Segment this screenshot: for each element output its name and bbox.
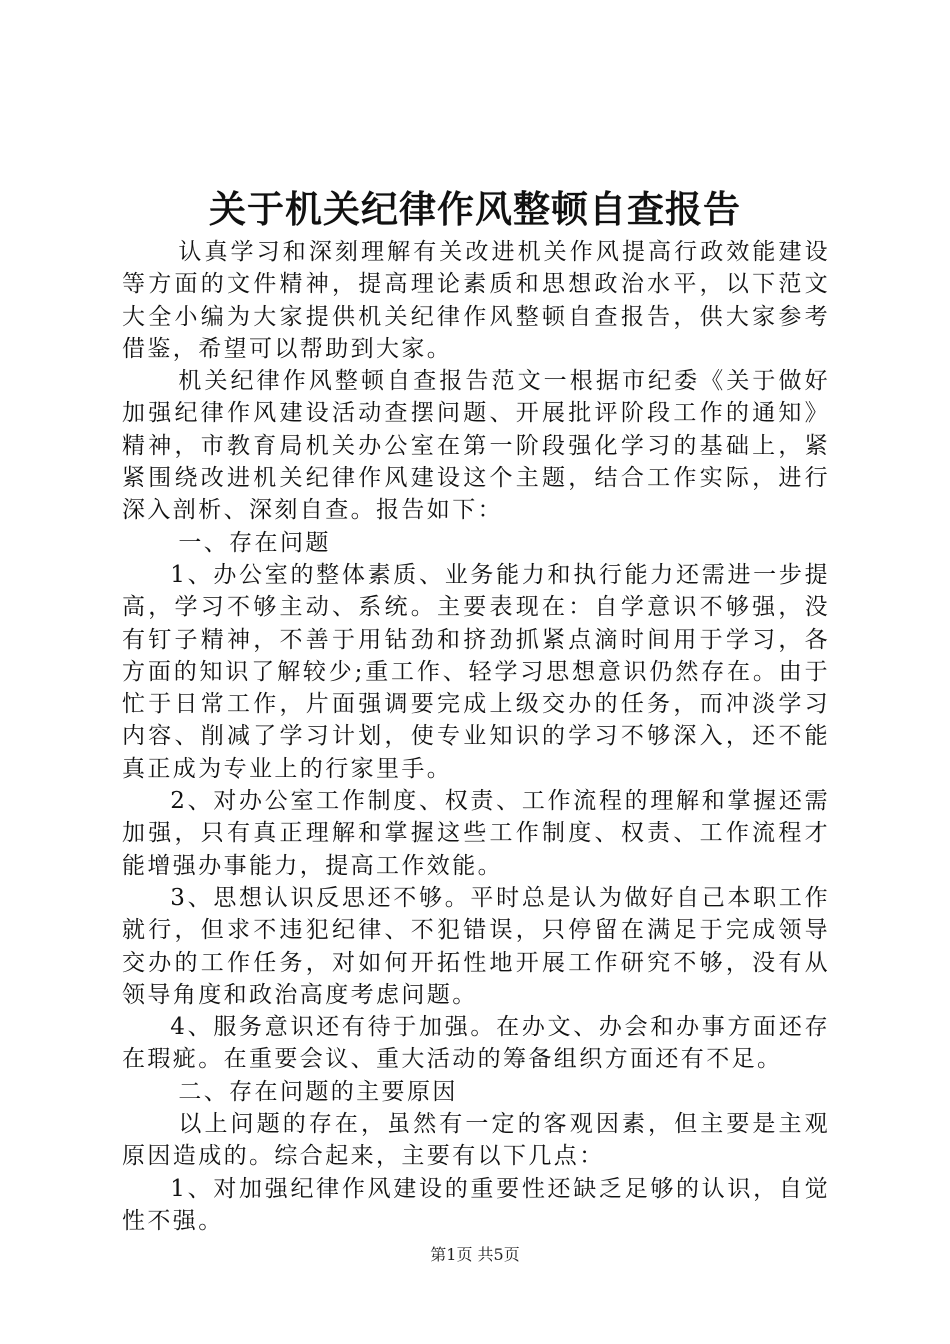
paragraph-problem-3: 3、思想认识反思还不够。平时总是认为做好自己本职工作就行，但求不违犯纪律、不犯错误，只停留在满足于完成领导交办的工作任务，对如何开拓性地开展工作研究不够，没有从领导角度和政治高度考虑问题。 xyxy=(122,884,830,1008)
document-body xyxy=(122,236,830,1237)
paragraph-basis: 机关纪律作风整顿自查报告范文一根据市纪委《关于做好加强纪律作风建设活动查摆问题、开展批评阶段工作的通知》精神，市教育局机关办公室在第一阶段强化学习的基础上，紧紧围绕改进机关纪律作风建设这个主题，结合工作实际，进行深入剖析、深刻自查。报告如下： xyxy=(122,368,830,524)
paragraph-intro: 认真学习和深刻理解有关改进机关作风提高行政效能建设等方面的文件精神，提高理论素质和思想政治水平，以下范文大全小编为大家提供机关纪律作风整顿自查报告，供大家参考借鉴，希望可以帮助到大家。 xyxy=(122,239,830,362)
document-title: 关于机关纪律作风整顿自查报告 xyxy=(209,187,741,231)
section-heading-problems: 一、存在问题 xyxy=(178,529,331,556)
paragraph-cause-1: 1、对加强纪律作风建设的重要性还缺乏足够的认识，自觉性不强。 xyxy=(122,1175,830,1234)
paragraph-problem-4: 4、服务意识还有待于加强。在办文、办会和办事方面还存在瑕疵。在重要会议、重大活动的筹备组织方面还有不足。 xyxy=(122,1014,830,1073)
section-heading-causes: 二、存在问题的主要原因 xyxy=(178,1078,458,1105)
paragraph-problem-1: 1、办公室的整体素质、业务能力和执行能力还需进一步提高，学习不够主动、系统。主要表现在：自学意识不够强，没有钉子精神，不善于用钻劲和挤劲抓紧点滴时间用于学习，各方面的知识了解较少;重工作、轻学习思想意识仍然存在。由于忙于日常工作，片面强调要完成上级交办的任务，而冲淡学习内容、削减了学习计划，使专业知识的学习不够深入，还不能真正成为专业上的行家里手。 xyxy=(122,561,830,782)
page-footer: 第1页 共5页 xyxy=(430,1245,520,1264)
paragraph-causes-intro: 以上问题的存在，虽然有一定的客观因素，但主要是主观原因造成的。综合起来，主要有以下几点： xyxy=(122,1111,830,1170)
paragraph-problem-2: 2、对办公室工作制度、权责、工作流程的理解和掌握还需加强，只有真正理解和掌握这些工作制度、权责、工作流程才能增强办事能力，提高工作效能。 xyxy=(122,788,830,879)
